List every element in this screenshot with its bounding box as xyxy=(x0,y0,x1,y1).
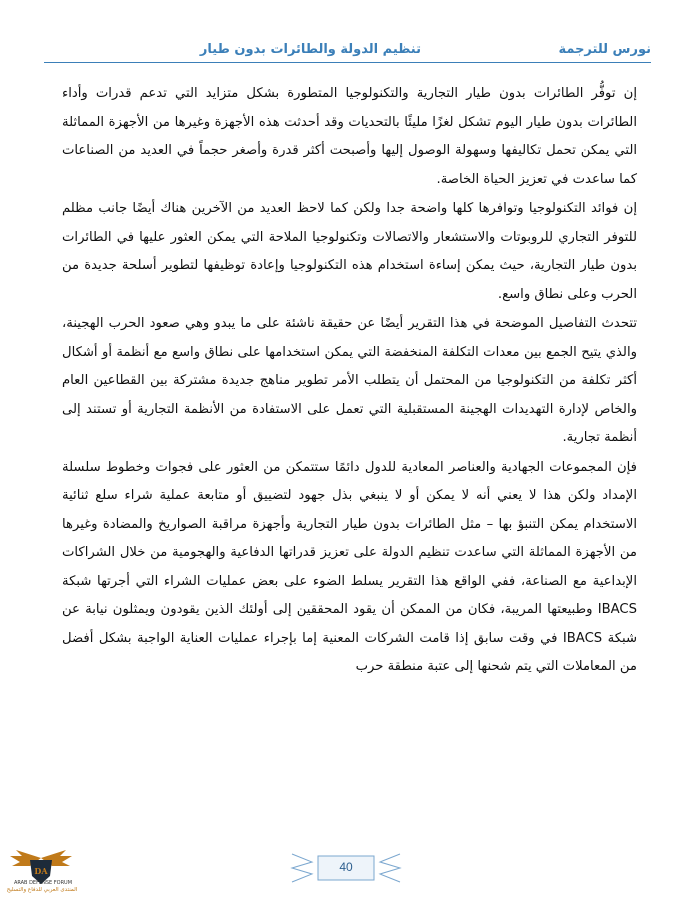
publisher-name: نورس للترجمة xyxy=(558,42,651,57)
header-divider xyxy=(44,62,651,63)
paragraph: فإن المجموعات الجهادية والعناصر المعادية للدول دائمًا ستتمكن من العثور على فجوات وخطوط سلسلة الإمداد ولكن هذا لا يعني أنه لا يمكن أو لا ينبغي بذل جهود لتضييق أو متابعة عملية شراء سلع ثنائية الاستخدام يمكن التنبؤ بها – مثل الطائرات بدون طيار التجارية وأجهزة مراقبة الصواريخ والمضادة وغيرها من الأجهزة المماثلة التي ساعدت تنظيم الدولة على تعزيز قدراتها الدفاعية والهجومية من خلال الشراكات الإبداعية مع الصناعة، ففي الواقع هذا التقرير يسلط الضوء على بعض عمليات الشراء التي أجرتها شبكة IBACS وطبيعتها المريبة، فكان من الممكن أن يقود المحققين إلى أولئك الذين يقودون ويمثلون نيابة عن شبكة IBACS في وقت سابق إذا قامت الشركات المعنية إما بإجراء عمليات العناية الواجبة بشكل أفضل من المعاملات التي يتم شحنها إلى عتبة منطقة حرب xyxy=(62,459,638,674)
paragraph: إن توفُّر الطائرات بدون طيار التجارية والتكنولوجيا المتطورة بشكل متزايد التي تدعم قدرات وأداء الطائرات بدون طيار اليوم تشكل لغزًا مليئًا بالتحديات وقد أحدثت هذه الأجهزة وغيرها من الأجهزة المماثلة التي يمكن تحمل تكاليفها وسهولة الوصول إليها وأصبحت أكثر قدرة وأصغر حجماً في العديد من الصناعات كما ساعدت في تعزيز الحياة الخاصة. xyxy=(62,86,637,187)
logo-caption: ARAB DEFENSE FORUM xyxy=(13,880,73,886)
page-number: 40 xyxy=(339,860,353,874)
page-body xyxy=(62,80,637,683)
paragraph: إن فوائد التكنولوجيا وتوافرها كلها واضحة جدا ولكن كما لاحظ العديد من الآخرين هناك أيضًا جانب مظلم للتوفر التجاري للروبوتات والاستشعار والاتصالات وتكنولوجيا الملاحة التي يمكن العثور عليها في الطائرات بدون طيار التجارية، حيث يمكن إساءة استخدام هذه التكنولوجيا وإعادة توظيفها لتطوير أسلحة جديدة من الحرب وعلى نطاق واسع. xyxy=(62,201,637,302)
logo-caption-arabic: المنتدى العربي للدفاع والتسليح xyxy=(6,887,78,893)
document-title: تنظيم الدولة والطائرات بدون طيار xyxy=(199,42,421,57)
logo-initials: DA xyxy=(34,866,48,876)
paragraph: تتحدث التفاصيل الموضحة في هذا التقرير أيضًا عن حقيقة ناشئة على ما يبدو وهي صعود الحرب الهجينة، والذي يتيح الجمع بين معدات التكلفة المنخفضة التي يمكن استخدامها على نطاق واسع مع أنظمة أو أشكال أكثر تكلفة من التكنولوجيا من المحتمل أن يتطلب الأمر تطوير مناهج جديدة مشتركة بين القطاعين العام والخاص لإدارة التهديدات الهجينة المستقبلية التي تعمل على الاستفادة من الأنظمة التجارية أو تستند إلى أنظمة تجارية. xyxy=(62,316,637,445)
